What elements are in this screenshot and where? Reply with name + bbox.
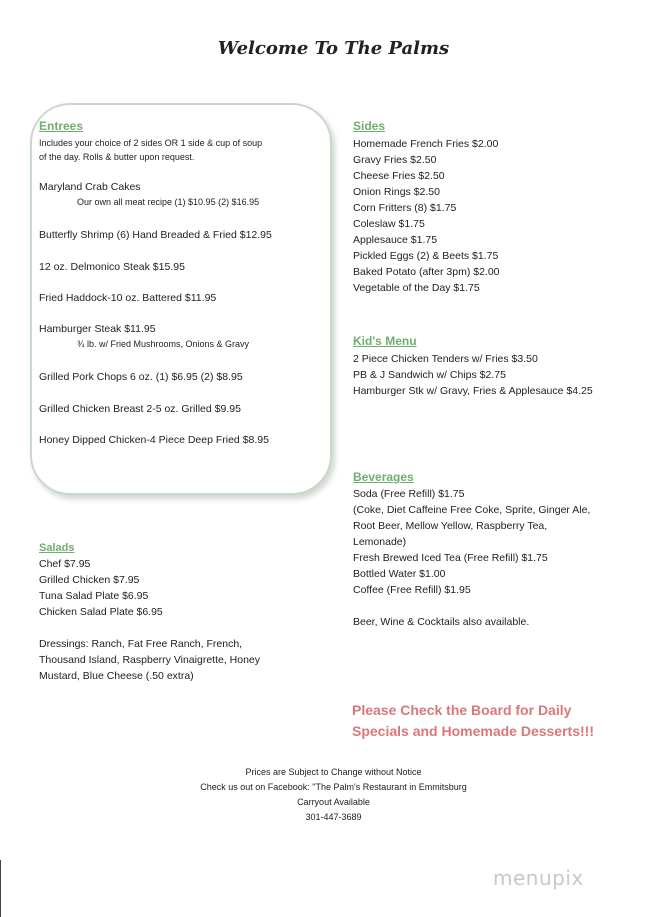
entree-item: 12 oz. Delmonico Steak $15.95: [39, 261, 185, 273]
beverages-list: [353, 486, 590, 598]
side-item: Cheese Fries $2.50: [353, 170, 445, 182]
footer-carryout: Carryout Available: [297, 797, 370, 807]
dressings-line: Thousand Island, Raspberry Vinaigrette, Honey: [39, 654, 261, 666]
entree-item: Grilled Pork Chops 6 oz. (1) $6.95 (2) $8.95: [39, 371, 243, 383]
salad-item: Chicken Salad Plate $6.95: [39, 606, 163, 618]
kids-item: 2 Piece Chicken Tenders w/ Fries $3.50: [353, 353, 538, 365]
entree-item-detail: Our own all meat recipe (1) $10.95 (2) $16.95: [77, 197, 260, 207]
entrees-heading: Entrees: [39, 119, 84, 133]
specials-line: Please Check the Board for Daily: [352, 702, 572, 718]
side-item: Vegetable of the Day $1.75: [353, 282, 480, 294]
footer-prices-note: Prices are Subject to Change without Notice: [245, 767, 422, 777]
dressings-line: Mustard, Blue Cheese (.50 extra): [39, 670, 194, 682]
side-item: Onion Rings $2.50: [353, 186, 440, 198]
side-item: Gravy Fries $2.50: [353, 154, 437, 166]
kids-item: Hamburger Stk w/ Gravy, Fries & Applesauce $4.25: [353, 385, 593, 397]
kids-menu-list: [353, 351, 593, 399]
footer-facebook: Check us out on Facebook: "The Palm's Restaurant in Emmitsburg: [200, 782, 467, 792]
salad-item: Tuna Salad Plate $6.95: [39, 590, 149, 602]
dressings-text: [39, 636, 260, 684]
beverage-item: Fresh Brewed Iced Tea (Free Refill) $1.75: [353, 552, 548, 564]
entrees-intro-line-1: Includes your choice of 2 sides OR 1 side & cup of soup: [39, 138, 263, 148]
side-item: Baked Potato (after 3pm) $2.00: [353, 266, 500, 278]
specials-notice: [352, 700, 594, 742]
kids-menu-heading: Kid's Menu: [353, 334, 417, 348]
beverage-item: Root Beer, Mellow Yellow, Raspberry Tea,: [353, 520, 548, 532]
beverages-note: Beer, Wine & Cocktails also available.: [353, 616, 530, 628]
salads-heading: Salads: [39, 542, 75, 554]
sides-list: [353, 136, 500, 296]
beverage-item: (Coke, Diet Caffeine Free Coke, Sprite, Ginger Ale,: [353, 504, 591, 516]
dressings-line: Dressings: Ranch, Fat Free Ranch, French,: [39, 638, 243, 650]
beverage-item: Lemonade): [353, 536, 407, 548]
beverage-item: Bottled Water $1.00: [353, 568, 446, 580]
watermark: menupix: [493, 866, 584, 890]
sides-heading: Sides: [353, 119, 386, 133]
side-item: Homemade French Fries $2.00: [353, 138, 499, 150]
salad-item: Chef $7.95: [39, 558, 91, 570]
side-item: Pickled Eggs (2) & Beets $1.75: [353, 250, 499, 262]
side-item: Corn Fritters (8) $1.75: [353, 202, 457, 214]
entree-item: Butterfly Shrimp (6) Hand Breaded & Fried $12.95: [39, 229, 272, 241]
entree-item: Honey Dipped Chicken-4 Piece Deep Fried $8.95: [39, 434, 269, 446]
kids-item: PB & J Sandwich w/ Chips $2.75: [353, 369, 506, 381]
side-item: Applesauce $1.75: [353, 234, 438, 246]
beverage-item: Soda (Free Refill) $1.75: [353, 488, 465, 500]
side-item: Coleslaw $1.75: [353, 218, 425, 230]
salad-item: Grilled Chicken $7.95: [39, 574, 140, 586]
page-edge-line: [0, 860, 1, 917]
footer-phone: 301-447-3689: [305, 812, 362, 822]
salads-list: [39, 556, 163, 620]
entree-item: Maryland Crab Cakes: [39, 181, 141, 193]
entree-item: Hamburger Steak $11.95: [39, 323, 156, 335]
entree-item: Grilled Chicken Breast 2-5 oz. Grilled $9.95: [39, 403, 241, 415]
specials-line: Specials and Homemade Desserts!!!: [352, 723, 594, 739]
entree-item-detail: ¾ lb. w/ Fried Mushrooms, Onions & Gravy: [77, 339, 250, 349]
beverage-item: Coffee (Free Refill) $1.95: [353, 584, 471, 596]
menu-title: Welcome To The Palms: [217, 38, 450, 59]
beverages-heading: Beverages: [353, 470, 414, 484]
entree-item: Fried Haddock-10 oz. Battered $11.95: [39, 292, 217, 304]
entrees-intro-line-2: of the day. Rolls & butter upon request.: [39, 152, 195, 162]
